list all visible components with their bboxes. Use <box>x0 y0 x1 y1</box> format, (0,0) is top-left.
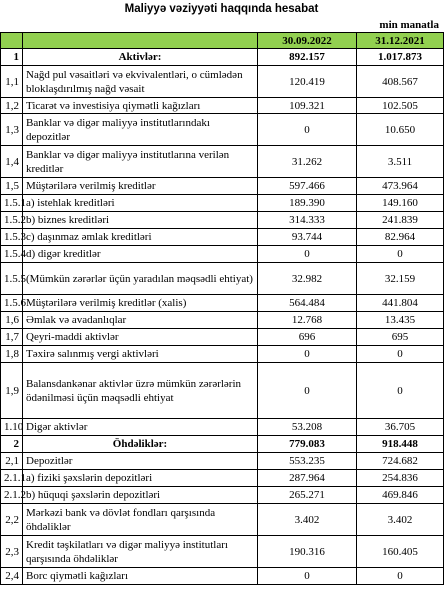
value-2022: 32.982 <box>258 263 357 295</box>
row-label: Müştərilərə verilmiş kreditlər <box>23 178 258 195</box>
value-2021: 408.567 <box>357 66 444 98</box>
row-label: Əmlak və avadanlıqlar <box>23 312 258 329</box>
row-label: c) daşınmaz əmlak kreditləri <box>23 229 258 246</box>
row-label: Banklar və digər maliyyə institutlarına verilən kreditlər <box>23 146 258 178</box>
row-number: 1,8 <box>1 346 23 363</box>
unit-label: min manatla <box>379 19 439 31</box>
section-row <box>1 436 444 453</box>
header-row <box>1 33 444 49</box>
value-2022: 287.964 <box>258 470 357 487</box>
row-number: 2.1.1 <box>1 470 23 487</box>
table-row <box>1 419 444 436</box>
row-number: 1,2 <box>1 98 23 114</box>
row-label: Depozitlər <box>23 453 258 470</box>
row-label: a) fiziki şəxslərin depozitləri <box>23 470 258 487</box>
value-2022: 190.316 <box>258 536 357 568</box>
row-number: 1,3 <box>1 114 23 146</box>
row-number: 1,6 <box>1 312 23 329</box>
table-row <box>1 229 444 246</box>
value-2022: 189.390 <box>258 195 357 212</box>
table-body <box>1 33 444 585</box>
value-2021: 254.836 <box>357 470 444 487</box>
value-2021: 695 <box>357 329 444 346</box>
value-2021: 82.964 <box>357 229 444 246</box>
table-row <box>1 363 444 419</box>
row-label: b) biznes kreditləri <box>23 212 258 229</box>
value-2022: 892.157 <box>258 49 357 66</box>
value-2022: 3.402 <box>258 504 357 536</box>
table-row <box>1 246 444 263</box>
row-label: Borc qiymətli kağızları <box>23 568 258 585</box>
row-label: b) hüquqi şəxslərin depozitləri <box>23 487 258 504</box>
row-number: 1.5.1 <box>1 195 23 212</box>
value-2021: 473.964 <box>357 178 444 195</box>
table-row <box>1 470 444 487</box>
row-number: 2,2 <box>1 504 23 536</box>
row-label: Təxirə salınmış vergi aktivləri <box>23 346 258 363</box>
value-2022: 12.768 <box>258 312 357 329</box>
row-label: d) digər kreditlər <box>23 246 258 263</box>
table-row <box>1 487 444 504</box>
row-label: Digər aktivlər <box>23 419 258 436</box>
row-label: Müştərilərə verilmiş kreditlər (xalis) <box>23 295 258 312</box>
row-number: 1,9 <box>1 363 23 419</box>
value-2022: 0 <box>258 363 357 419</box>
row-label: Nağd pul vəsaitləri və ekvivalentləri, o cümlədən bloklaşdırılmış nağd vəsait <box>23 66 258 98</box>
row-label: (Mümkün zərərlər üçün yaradılan məqsədli ehtiyat) <box>23 263 258 295</box>
value-2021: 0 <box>357 346 444 363</box>
value-2022: 314.333 <box>258 212 357 229</box>
value-2022: 0 <box>258 346 357 363</box>
row-label: Ticarət və investisiya qiymətli kağızları <box>23 98 258 114</box>
value-2021: 0 <box>357 568 444 585</box>
header-num-cell <box>1 33 23 49</box>
table-row <box>1 98 444 114</box>
value-2021: 441.804 <box>357 295 444 312</box>
table-row <box>1 329 444 346</box>
value-2021: 36.705 <box>357 419 444 436</box>
value-2022: 31.262 <box>258 146 357 178</box>
value-2022: 0 <box>258 246 357 263</box>
value-2022: 0 <box>258 114 357 146</box>
row-label: Mərkəzi bank və dövlət fondları qarşısında öhdəliklər <box>23 504 258 536</box>
report-title: Maliyyə vəziyyəti haqqında hesabat <box>124 3 319 15</box>
row-number: 2 <box>1 436 23 453</box>
row-label: Aktivlər: <box>23 49 258 66</box>
value-2021: 3.511 <box>357 146 444 178</box>
value-2021: 102.505 <box>357 98 444 114</box>
table-row <box>1 195 444 212</box>
table-row <box>1 312 444 329</box>
header-label-cell <box>23 33 258 49</box>
table-row <box>1 504 444 536</box>
value-2021: 469.846 <box>357 487 444 504</box>
value-2021: 918.448 <box>357 436 444 453</box>
value-2022: 696 <box>258 329 357 346</box>
value-2021: 160.405 <box>357 536 444 568</box>
value-2022: 564.484 <box>258 295 357 312</box>
row-label: a) istehlak kreditləri <box>23 195 258 212</box>
value-2022: 53.208 <box>258 419 357 436</box>
header-date-1: 30.09.2022 <box>258 33 357 49</box>
value-2021: 724.682 <box>357 453 444 470</box>
table-row <box>1 178 444 195</box>
table-row <box>1 568 444 585</box>
row-label: Öhdəliklər: <box>23 436 258 453</box>
value-2021: 0 <box>357 246 444 263</box>
header-date-2: 31.12.2021 <box>357 33 444 49</box>
row-number: 1.5.6 <box>1 295 23 312</box>
row-number: 1 <box>1 49 23 66</box>
table-row <box>1 66 444 98</box>
row-number: 2,4 <box>1 568 23 585</box>
row-number: 1.5.3 <box>1 229 23 246</box>
table-row <box>1 536 444 568</box>
value-2021: 10.650 <box>357 114 444 146</box>
value-2021: 0 <box>357 363 444 419</box>
row-number: 1.5.2 <box>1 212 23 229</box>
row-number: 1,7 <box>1 329 23 346</box>
row-number: 1.5.5 <box>1 263 23 295</box>
value-2022: 109.321 <box>258 98 357 114</box>
value-2021: 1.017.873 <box>357 49 444 66</box>
value-2022: 553.235 <box>258 453 357 470</box>
value-2022: 265.271 <box>258 487 357 504</box>
row-number: 2.1.2 <box>1 487 23 504</box>
row-number: 1.5.4 <box>1 246 23 263</box>
row-label: Balansdankənar aktivlər üzrə mümkün zərərlərin ödənilməsi üçün məqsədli ehtiyat <box>23 363 258 419</box>
row-number: 2,3 <box>1 536 23 568</box>
row-label: Banklar və digər maliyyə institutlarındakı depozitlər <box>23 114 258 146</box>
value-2021: 241.839 <box>357 212 444 229</box>
table-row <box>1 453 444 470</box>
table-row <box>1 295 444 312</box>
table-row <box>1 212 444 229</box>
table-row <box>1 114 444 146</box>
value-2021: 149.160 <box>357 195 444 212</box>
value-2021: 32.159 <box>357 263 444 295</box>
table-row <box>1 346 444 363</box>
value-2022: 597.466 <box>258 178 357 195</box>
row-number: 1.10 <box>1 419 23 436</box>
balance-sheet-table <box>0 32 444 585</box>
table-row <box>1 263 444 295</box>
table-row <box>1 146 444 178</box>
value-2022: 0 <box>258 568 357 585</box>
row-label: Kredit təşkilatları və digər maliyyə institutları qarşısında öhdəliklər <box>23 536 258 568</box>
value-2021: 3.402 <box>357 504 444 536</box>
row-number: 1,5 <box>1 178 23 195</box>
row-number: 1,1 <box>1 66 23 98</box>
value-2022: 93.744 <box>258 229 357 246</box>
row-label: Qeyri-maddi aktivlər <box>23 329 258 346</box>
value-2022: 779.083 <box>258 436 357 453</box>
value-2021: 13.435 <box>357 312 444 329</box>
section-row <box>1 49 444 66</box>
value-2022: 120.419 <box>258 66 357 98</box>
row-number: 1,4 <box>1 146 23 178</box>
row-number: 2,1 <box>1 453 23 470</box>
